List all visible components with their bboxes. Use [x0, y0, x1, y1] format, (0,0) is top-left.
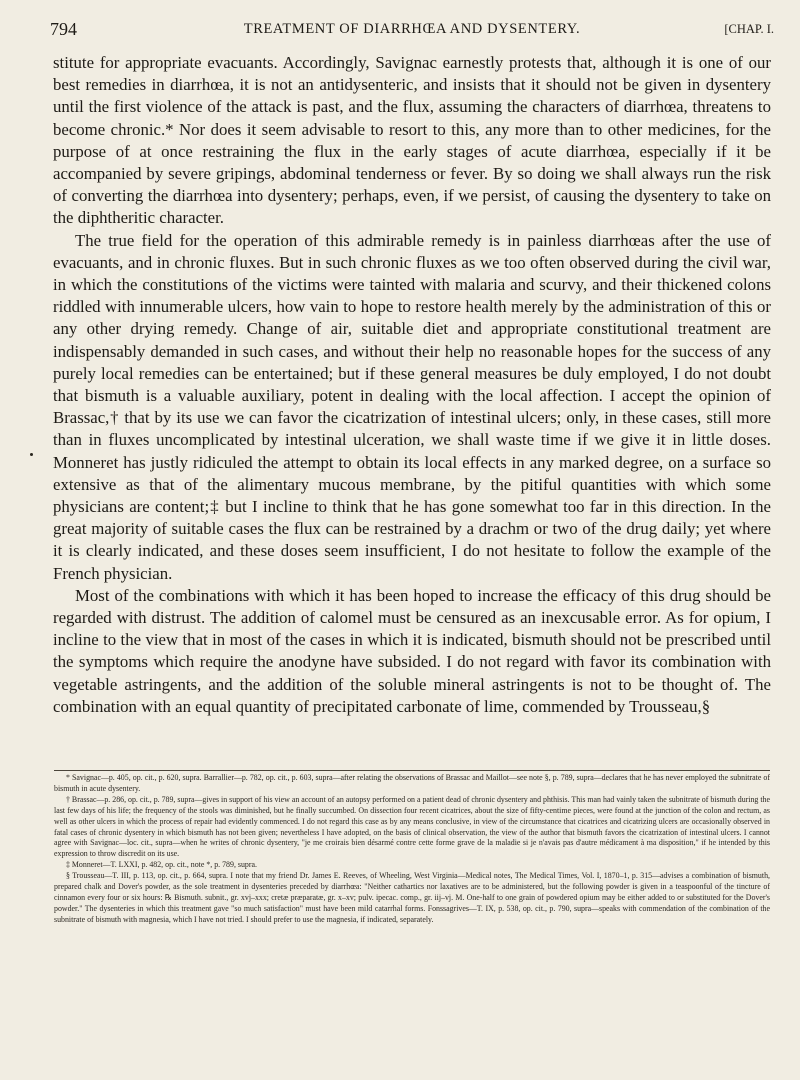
- margin-mark: [30, 453, 33, 456]
- main-text: [53, 52, 771, 718]
- page-number: 794: [50, 19, 77, 39]
- paragraph-1: stitute for appropriate evacuants. Accordingly, Savignac earnestly protests that, although it is one of our best remedies in diarrhœa, it is not an antidysenteric, and insists that it should not be given in dysentery until the first violence of the attack is past, and the flux, assuming the characters of diarrhœa, threatens to become chronic.* Nor does it seem advisable to resort to this, any more than to other medicines, for the purpose of at once restraining the flux in the early stages of acute diarrhœa, especially if it be accompanied by severe gripings, abdominal tenderness or fever. By so doing we shall always run the risk of converting the diarrhœa into dysentery; perhaps, even, if we persist, of causing the dysentery to take on the diphtheritic character.: [53, 53, 771, 228]
- footnotes: [54, 773, 770, 926]
- footnote-1: * Savignac—p. 405, op. cit., p. 620, supra. Barrallier—p. 782, op. cit., p. 603, supra—after relating the observations of Brassac and Maillot—see note §, p. 789, supra—declares that he has never employed the subnitrate of bismuth in acute dysentery.: [54, 773, 770, 793]
- footnote-3: ‡ Monneret—T. LXXI, p. 482, op. cit., note *, p. 789, supra.: [66, 860, 257, 870]
- paragraph-2: The true field for the operation of this admirable remedy is in painless diarrhœas after the use of evacuants, and in chronic fluxes. But in such chronic fluxes as we too often observed during the civil war, in which the constitutions of the victims were tainted with malaria and scurvy, and their thickened colons riddled with innumerable ulcers, how vain to hope to restore health merely by the administration of this or any other drying remedy. Change of air, suitable diet and appropriate constitutional treatment are indispensably demanded in such cases, and without their help no reasonable hopes for the success of any purely local remedies can be entertained; but if these general measures be duly employed, I do not doubt that bismuth is a valuable auxiliary, potent in dealing with the local affection. I accept the opinion of Brassac,† that by its use we can favor the cicatrization of intestinal ulcers; only, in these cases, still more than in fluxes uncomplicated by intestinal ulceration, we shall waste time if we give it in little doses. Monneret has justly ridiculed the attempt to obtain its local effects in any marked degree, on a surface so extensive as that of the alimentary mucous membrane, by the pitiful quantities with which some physicians are content;‡ but I incline to think that he has gone somewhat too far in this direction. In the great majority of suitable cases the flux can be restrained by a drachm or two of the drug daily; yet where it is clearly indicated, and these doses seem insufficient, I do not hesitate to follow the example of the French physician.: [53, 230, 771, 583]
- page-header: [50, 18, 774, 40]
- footnote-4: § Trousseau—T. III, p. 113, op. cit., p. 664, supra. I note that my friend Dr. James E. Reeves, of Wheeling, West Virginia—Medical notes, The Medical Times, Vol. I, 1870–1, p. 315—advises a combination of bismuth, prepared chalk and Dover's powder, as the sole treatment in dysenteries preceded by diarrhœa: "Neither cathartics nor laxatives are to be administered, but the following powder is given in a teaspoonful of the tincture of cinnamon every four or six hours: ℞ Bismuth. subnit., gr. xvj–xxx; cretæ præparatæ, gr. x–xv; pulv. ipecac. comp., gr. iij–vj. M. One-half to one grain of powdered opium may be either added to or substituted for the Dover's powder." The dysenteries in which this treatment gave "so much satisfaction" must have been mild catarrhal forms. Fonssagrives—T. IX, p. 538, op. cit., p. 790, supra—speaks with commendation of the combination of the subnitrate of bismuth with magnesia, which I have not tried. I should prefer to use the magnesia, if indicated, separately.: [54, 871, 770, 924]
- footnote-2: † Brassac—p. 286, op. cit., p. 789, supra—gives in support of his view an account of an autopsy performed on a patient dead of chronic dysentery and phthisis. This man had vainly taken the subnitrate of bismuth during the last few days of his life; the frequency of the stools was diminished, but he finally succumbed. On dissection four recent cicatrices, about the size of fifty-centime pieces, were found at the junction of the colon and rectum, as well as other ulcers in which the process of repair had evidently commenced. I do not regard this case as by any means conclusive, in view of the circumstance that cicatrices and cicatrizing ulcers are occasionally observed in fatal cases of chronic dysentery in which bismuth has not been given; nevertheless I have adopted, on the basis of clinical observation, the view of the author that bismuth favors the cicatrization of intestinal ulcers. I cannot agree with Savignac—loc. cit., supra—when he writes of chronic dysentery, "je me croirais bien désarmé contre cette forme grave de la maladie si je n'avais pas d'autre médicament à ma disposition," if he intended by this expression to throw discredit on its use.: [54, 794, 770, 859]
- chapter-label: [CHAP. I.: [724, 22, 774, 36]
- paragraph-3: Most of the combinations with which it has been hoped to increase the efficacy of this drug should be regarded with distrust. The addition of calomel must be censured as an inexcusable error. As for opium, I incline to the view that in most of the cases in which it is indicated, bismuth should not be prescribed until the symptoms which require the anodyne have subsided. I do not regard with favor its combination with vegetable astringents, and the addition of the soluble mineral astringents is not to be thought of. The combination with an equal quantity of precipitated carbonate of lime, commended by Trousseau,§: [53, 585, 771, 716]
- running-title: TREATMENT OF DIARRHŒA AND DYSENTERY.: [243, 21, 581, 37]
- footnote-rule: [54, 770, 770, 771]
